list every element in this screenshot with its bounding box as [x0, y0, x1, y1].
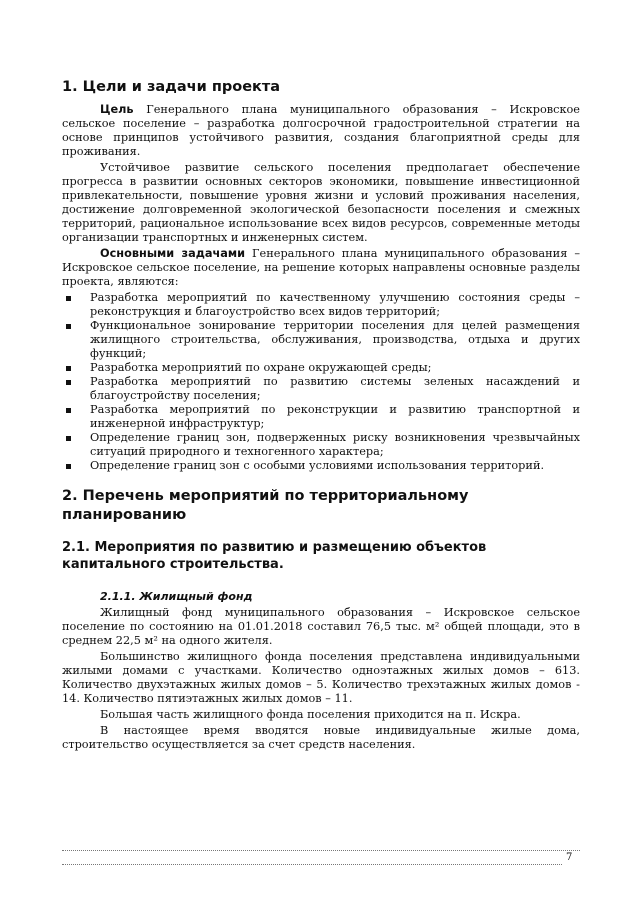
list-item: Разработка мероприятий по реконструкции и развитию транспортной и инженерной инфраструктур; — [62, 403, 580, 431]
sustainable-paragraph: Устойчивое развитие сельского поселения предполагает обеспечение прогресса в развитии основных секторов экономики, повышение инвестиционной привлекательности, повышение уровня жизни и условий проживания населения, достижение долговременной экологической безопасности поселения и смежных территорий, рациональное использование всех видов ресурсов, современные методы организации транспортных и инженерных систем. — [62, 161, 580, 244]
bullet-icon — [66, 464, 71, 469]
housing-paragraph: В настоящее время вводятся новые индивидуальные жилые дома, строительство осуществляется за счет средств населения. — [62, 724, 580, 751]
bullet-icon — [66, 436, 71, 441]
section-2-1-heading: 2.1. Мероприятия по развитию и размещению объектов капитального строительства. — [62, 540, 487, 572]
page-number: 7 — [566, 852, 573, 863]
bullet-icon — [66, 366, 71, 371]
section-1-heading: 1. Цели и задачи проекта — [62, 79, 281, 95]
housing-paragraph: Большинство жилищного фонда поселения представлена индивидуальными жилыми домами с участками. Количество одноэтажных жилых домов – 613. Количество двухэтажных жилых домов – 5. Количество трехэтажных жилых домов - 14. Количество пятиэтажных жилых домов – 11. — [62, 650, 580, 705]
list-item: Определение границ зон с особыми условиями использования территорий. — [62, 459, 580, 473]
footer-divider — [62, 850, 580, 851]
tasks-intro-paragraph — [62, 247, 580, 289]
goal-paragraph — [62, 103, 580, 159]
list-item: Определение границ зон, подверженных риску возникновения чрезвычайных ситуаций природного и техногенного характера; — [62, 431, 580, 459]
bullet-icon — [66, 380, 71, 385]
goal-text: Генерального плана муниципального образования – Искровское сельское поселение – разработка долгосрочной градостроительной стратегии на основе принципов устойчивого развития, создания благоприятной среды для проживания. — [62, 103, 580, 158]
housing-paragraph: Большая часть жилищного фонда поселения приходится на п. Искра. — [100, 708, 521, 721]
list-item: Разработка мероприятий по развитию системы зеленых насаждений и благоустройству поселения; — [62, 375, 580, 403]
list-item: Разработка мероприятий по охране окружающей среды; — [62, 361, 580, 375]
document-page — [62, 70, 580, 754]
list-item: Разработка мероприятий по качественному улучшению состояния среды – реконструкция и благоустройство всех видов территорий; — [62, 291, 580, 319]
list-item: Функциональное зонирование территории поселения для целей размещения жилищного строительства, обслуживания, производства, отдыха и других функций; — [62, 319, 580, 361]
footer-divider-lower — [62, 864, 562, 865]
bullet-icon — [66, 324, 71, 329]
section-2-heading: 2. Перечень мероприятий по территориальному планированию — [62, 488, 469, 523]
tasks-list — [62, 291, 580, 473]
bullet-icon — [66, 408, 71, 413]
tasks-intro-text: Генерального плана муниципального образования – Искровское сельское поселение, на решение которых направлены основные разделы проекта, являются: — [62, 247, 580, 288]
tasks-lead: Основными задачами — [100, 247, 246, 260]
housing-paragraph: Жилищный фонд муниципального образования – Искровское сельское поселение по состоянию на 01.01.2018 составил 76,5 тыс. м² общей площади, это в среднем 22,5 м² на одного жителя. — [62, 606, 580, 647]
bullet-icon — [66, 296, 71, 301]
goal-lead: Цель — [100, 103, 134, 116]
section-2-1-1-heading: 2.1.1. Жилищный фонд — [100, 590, 253, 603]
